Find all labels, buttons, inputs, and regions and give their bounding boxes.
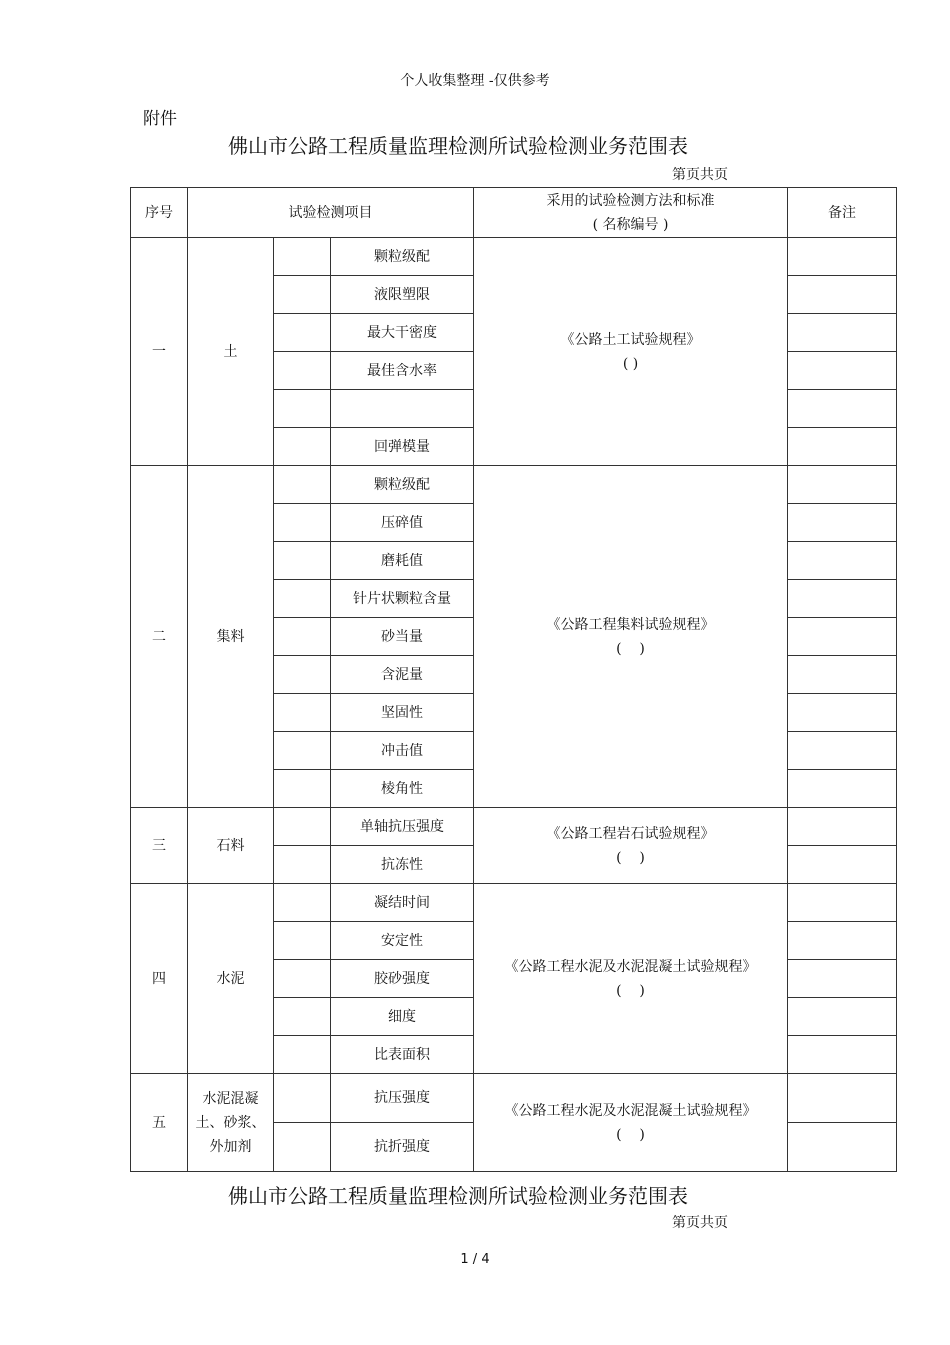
item-cell: 回弹模量 — [331, 428, 474, 466]
remarks-cell — [788, 466, 897, 504]
remarks-cell — [788, 428, 897, 466]
scope-table — [130, 187, 897, 1172]
header-method-line2: ( 名称编号 ) — [592, 216, 669, 233]
blank-cell — [274, 542, 331, 580]
category-cell: 土 — [188, 238, 274, 466]
remarks-cell — [788, 580, 897, 618]
item-cell: 颗粒级配 — [331, 238, 474, 276]
item-cell: 细度 — [331, 998, 474, 1036]
blank-cell — [274, 276, 331, 314]
blank-cell — [274, 390, 331, 428]
blank-cell — [274, 314, 331, 352]
standard-name: 《公路工程水泥及水泥混凝土试验规程》 — [504, 958, 757, 975]
category-line: 水泥混凝 — [202, 1090, 259, 1107]
standard-cell — [474, 238, 788, 466]
table-row — [131, 1074, 897, 1123]
annex-label: 附件 — [143, 109, 177, 129]
remarks-cell — [788, 846, 897, 884]
header-method — [474, 188, 788, 238]
remarks-cell — [788, 276, 897, 314]
item-cell: 棱角性 — [331, 770, 474, 808]
remarks-cell — [788, 504, 897, 542]
standard-cell — [474, 466, 788, 808]
blank-cell — [274, 846, 331, 884]
remarks-cell — [788, 732, 897, 770]
blank-cell — [274, 884, 331, 922]
item-cell: 冲击值 — [331, 732, 474, 770]
remarks-cell — [788, 1074, 897, 1123]
page-title-repeat: 佛山市公路工程质量监理检测所试验检测业务范围表 — [228, 1184, 688, 1208]
remarks-cell — [788, 884, 897, 922]
item-cell: 压碎值 — [331, 504, 474, 542]
standard-code: ( ) — [622, 355, 639, 372]
remarks-cell — [788, 1123, 897, 1172]
item-cell: 颗粒级配 — [331, 466, 474, 504]
item-cell: 安定性 — [331, 922, 474, 960]
category-cell: 水泥 — [188, 884, 274, 1074]
category-cell: 石料 — [188, 808, 274, 884]
remarks-cell — [788, 352, 897, 390]
standard-code: ( ) — [616, 982, 645, 999]
table-row — [131, 884, 897, 922]
blank-cell — [274, 504, 331, 542]
standard-cell — [474, 808, 788, 884]
item-cell: 磨耗值 — [331, 542, 474, 580]
remarks-cell — [788, 960, 897, 998]
serial-cell: 一 — [131, 238, 188, 466]
item-cell: 最大干密度 — [331, 314, 474, 352]
standard-name: 《公路工程岩石试验规程》 — [546, 825, 715, 842]
standard-name: 《公路土工试验规程》 — [560, 331, 701, 348]
item-cell: 单轴抗压强度 — [331, 808, 474, 846]
remarks-cell — [788, 656, 897, 694]
item-cell: 坚固性 — [331, 694, 474, 732]
blank-cell — [274, 922, 331, 960]
item-cell: 抗压强度 — [331, 1074, 474, 1123]
table-row — [131, 808, 897, 846]
blank-cell — [274, 238, 331, 276]
item-cell — [331, 390, 474, 428]
remarks-cell — [788, 694, 897, 732]
blank-cell — [274, 960, 331, 998]
item-cell: 抗折强度 — [331, 1123, 474, 1172]
blank-cell — [274, 694, 331, 732]
header-remarks: 备注 — [788, 188, 897, 238]
blank-cell — [274, 428, 331, 466]
remarks-cell — [788, 390, 897, 428]
blank-cell — [274, 618, 331, 656]
standard-name: 《公路工程集料试验规程》 — [546, 616, 715, 633]
category-line: 外加剂 — [209, 1138, 252, 1155]
serial-cell: 二 — [131, 466, 188, 808]
header-method-line1: 采用的试验检测方法和标准 — [546, 192, 715, 209]
page-info-repeat: 第页共页 — [672, 1215, 728, 1231]
standard-cell — [474, 884, 788, 1074]
item-cell: 抗冻性 — [331, 846, 474, 884]
item-cell: 砂当量 — [331, 618, 474, 656]
blank-cell — [274, 998, 331, 1036]
standard-code: ( ) — [616, 640, 645, 657]
category-cell: 集料 — [188, 466, 274, 808]
remarks-cell — [788, 770, 897, 808]
table-row — [131, 466, 897, 504]
category-cell — [188, 1074, 274, 1172]
table-row — [131, 238, 897, 276]
table-header-row — [131, 188, 897, 238]
blank-cell — [274, 580, 331, 618]
standard-code: ( ) — [616, 849, 645, 866]
item-cell: 胶砂强度 — [331, 960, 474, 998]
remarks-cell — [788, 542, 897, 580]
item-cell: 含泥量 — [331, 656, 474, 694]
item-cell: 针片状颗粒含量 — [331, 580, 474, 618]
category-line: 土、砂浆、 — [195, 1114, 266, 1131]
serial-cell: 四 — [131, 884, 188, 1074]
blank-cell — [274, 1123, 331, 1172]
remarks-cell — [788, 808, 897, 846]
standard-code: ( ) — [616, 1126, 645, 1143]
remarks-cell — [788, 314, 897, 352]
blank-cell — [274, 352, 331, 390]
page-number: 1 / 4 — [460, 1252, 490, 1267]
blank-cell — [274, 1074, 331, 1123]
blank-cell — [274, 466, 331, 504]
header-item: 试验检测项目 — [188, 188, 474, 238]
blank-cell — [274, 656, 331, 694]
remarks-cell — [788, 998, 897, 1036]
page-info: 第页共页 — [672, 167, 728, 183]
blank-cell — [274, 1036, 331, 1074]
serial-cell: 三 — [131, 808, 188, 884]
item-cell: 液限塑限 — [331, 276, 474, 314]
remarks-cell — [788, 238, 897, 276]
blank-cell — [274, 808, 331, 846]
item-cell: 凝结时间 — [331, 884, 474, 922]
remarks-cell — [788, 1036, 897, 1074]
page-title: 佛山市公路工程质量监理检测所试验检测业务范围表 — [228, 134, 688, 158]
remarks-cell — [788, 922, 897, 960]
header-serial: 序号 — [131, 188, 188, 238]
standard-cell — [474, 1074, 788, 1172]
item-cell: 最佳含水率 — [331, 352, 474, 390]
remarks-cell — [788, 618, 897, 656]
blank-cell — [274, 732, 331, 770]
blank-cell — [274, 770, 331, 808]
serial-cell: 五 — [131, 1074, 188, 1172]
item-cell: 比表面积 — [331, 1036, 474, 1074]
standard-name: 《公路工程水泥及水泥混凝土试验规程》 — [504, 1102, 757, 1119]
header-note: 个人收集整理 -仅供参考 — [400, 73, 550, 89]
